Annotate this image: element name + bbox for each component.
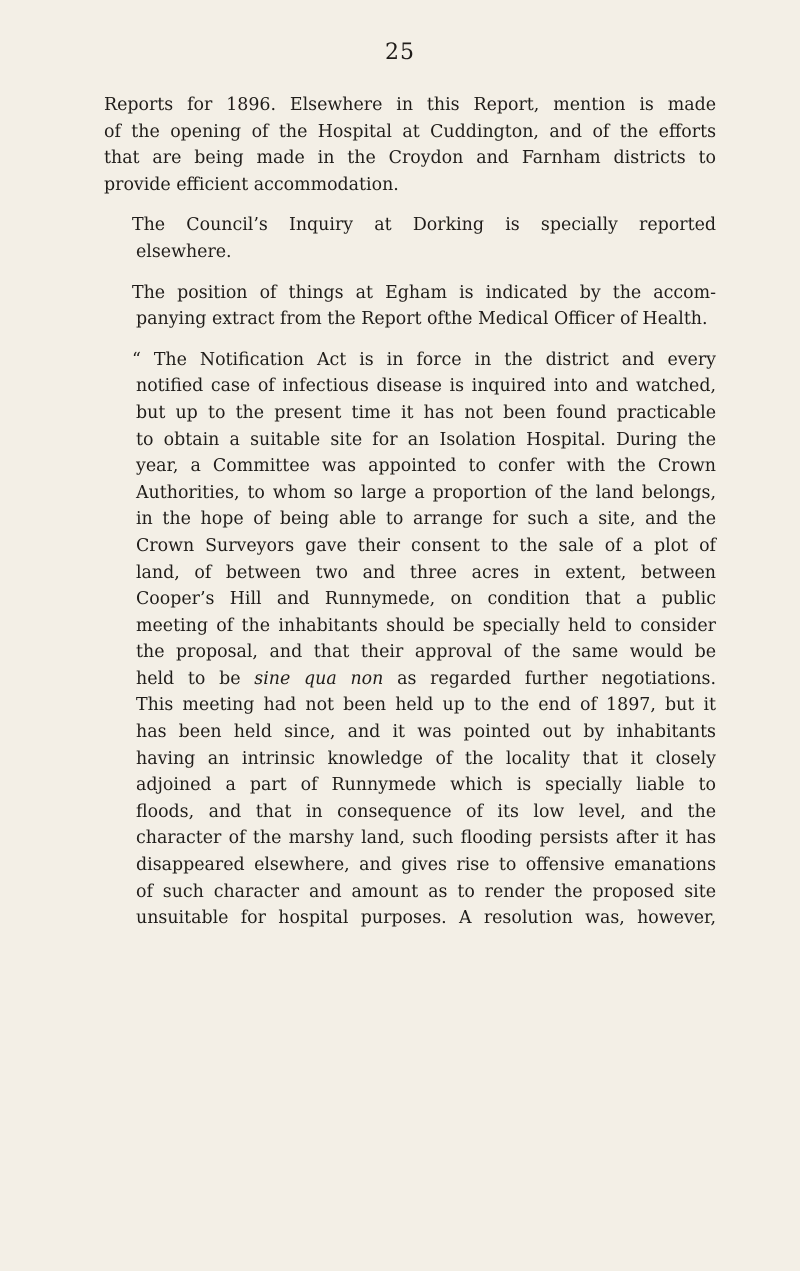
text-line: disappeared elsewhere, and gives rise to offensive emanations: [136, 855, 716, 876]
italic-phrase: sine qua non: [254, 668, 384, 689]
text-line: of such character and amount as to render the proposed site: [136, 881, 716, 902]
text-line: elsewhere.: [136, 241, 232, 262]
text-line: year, a Committee was appointed to confer with the Crown: [136, 456, 716, 477]
text-line: but up to the present time it has not been found practicable: [136, 402, 716, 423]
text-line: This meeting had not been held up to the end of 1897, but it: [136, 695, 716, 716]
text-line: has been held since, and it was pointed out by inhabitants: [136, 722, 716, 743]
text-line: the proposal, and that their approval of the same would be: [136, 642, 716, 663]
paragraph-1: [104, 92, 716, 198]
page-number: 25: [385, 40, 415, 65]
text-line: unsuitable for hospital purposes. A resolution was, however,: [136, 908, 716, 929]
text-line: to obtain a suitable site for an Isolation Hospital. During the: [136, 429, 716, 450]
text-line: The position of things at Egham is indicated by the accom-: [132, 282, 716, 303]
text-line: notified case of infectious disease is inquired into and watched,: [136, 376, 716, 397]
text-segment: as regarded further negotiations.: [383, 668, 717, 689]
text-line: character of the marshy land, such flooding persists after it has: [136, 828, 716, 849]
text-line: that are being made in the Croydon and Farnham districts to: [104, 148, 716, 169]
paragraph-3: [104, 280, 716, 333]
body-text: [104, 92, 716, 946]
text-line: meeting of the inhabitants should be specially held to consider: [136, 615, 716, 636]
text-line: in the hope of being able to arrange for such a site, and the: [136, 509, 716, 530]
text-line: The Council’s Inquiry at Dorking is specially reported: [132, 215, 716, 236]
text-line: adjoined a part of Runnymede which is specially liable to: [136, 775, 716, 796]
text-line: panying extract from the Report ofthe Medical Officer of Health.: [136, 309, 708, 330]
text-line: floods, and that in consequence of its low level, and the: [136, 801, 716, 822]
text-line: having an intrinsic knowledge of the locality that it closely: [136, 748, 716, 769]
paragraph-2: [104, 212, 716, 265]
text-segment: held to be: [136, 668, 255, 689]
text-line: provide efficient accommodation.: [104, 174, 399, 195]
text-line: Reports for 1896. Elsewhere in this Report, mention is made: [104, 95, 716, 115]
paragraph-4-quotation: [104, 347, 716, 932]
text-line: “ The Notification Act is in force in the district and every: [132, 349, 716, 370]
text-line: Cooper’s Hill and Runnymede, on condition that a public: [136, 589, 716, 610]
text-line: Authorities, to whom so large a proportion of the land belongs,: [136, 482, 716, 503]
text-line: Crown Surveyors gave their consent to the sale of a plot of: [136, 535, 716, 556]
text-line: land, of between two and three acres in extent, between: [136, 562, 716, 583]
text-line-with-italic: [104, 666, 716, 693]
text-line: of the opening of the Hospital at Cuddington, and of the efforts: [104, 121, 716, 142]
